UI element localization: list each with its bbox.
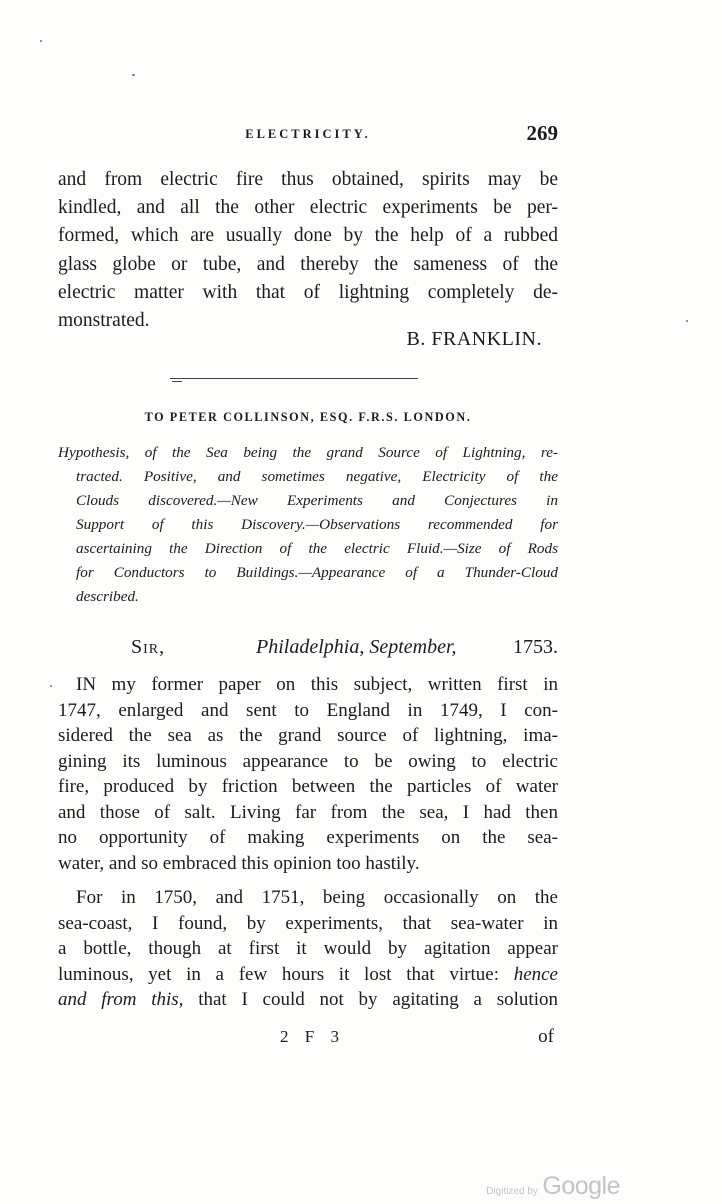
abstract-line: Hypothesis, of the Sea being the grand Source of Lightning, re- bbox=[58, 444, 558, 461]
letter-abstract bbox=[58, 441, 558, 609]
letter-paragraph-2 bbox=[58, 885, 558, 1013]
running-title: ELECTRICITY. bbox=[245, 127, 371, 141]
page-number: 269 bbox=[526, 121, 558, 145]
letter-addressee: TO PETER COLLINSON, ESQ. F.R.S. LONDON. bbox=[144, 410, 472, 424]
text-line: no opportunity of making experiments on the sea- bbox=[58, 827, 558, 848]
page-speck bbox=[132, 74, 135, 76]
salutation-greeting: Sir, bbox=[131, 636, 166, 658]
letter-paragraph-1 bbox=[58, 672, 558, 876]
abstract-line: described. bbox=[76, 588, 139, 605]
watermark-prefix: Digitized by bbox=[486, 1186, 538, 1197]
section-divider bbox=[170, 378, 418, 379]
text-line: For in 1750, and 1751, being occasionally on the bbox=[76, 887, 558, 908]
page-speck bbox=[686, 320, 688, 322]
section-divider bbox=[172, 381, 182, 382]
text-line: and those of salt. Living far from the sea, I had then bbox=[58, 801, 558, 823]
abstract-line: for Conductors to Buildings.—Appearance of a Thunder-Cloud bbox=[76, 564, 558, 581]
page-header bbox=[58, 121, 558, 151]
author-signature: B. FRANKLIN. bbox=[406, 328, 542, 350]
text-line: electric matter with that of lightning completely de- bbox=[58, 281, 558, 303]
digitization-watermark bbox=[486, 1172, 620, 1201]
text-line: monstrated. bbox=[58, 309, 150, 331]
text-line bbox=[58, 962, 558, 988]
printer-signature-mark: 2 F 3 bbox=[280, 1027, 345, 1046]
text-line: sidered the sea as the grand source of lightning, ima- bbox=[58, 725, 558, 746]
italic-run: hence bbox=[513, 963, 558, 985]
italic-run: and from this, bbox=[58, 989, 184, 1010]
abstract-line: Clouds discovered.—New Experiments and Conjectures in bbox=[76, 492, 558, 509]
abstract-line: ascertaining the Direction of the electric Fluid.—Size of Rods bbox=[76, 540, 558, 557]
text-line: kindled, and all the other electric experiments be per- bbox=[58, 197, 558, 219]
text-line: fire, produced by friction between the particles of water bbox=[58, 776, 558, 797]
text-line: glass globe or tube, and thereby the sameness of the bbox=[58, 253, 558, 275]
catchword: of bbox=[538, 1026, 554, 1047]
text-line: and from electric fire thus obtained, spirits may be bbox=[58, 169, 558, 190]
text-line: IN my former paper on this subject, written first in bbox=[76, 674, 558, 695]
page-speck bbox=[40, 40, 42, 42]
salutation-line bbox=[76, 636, 558, 666]
salutation-year: 1753. bbox=[513, 636, 558, 658]
text-line: formed, which are usually done by the help of a rubbed bbox=[58, 225, 558, 247]
text-line: a bottle, though at first it would by agitation appear bbox=[58, 938, 558, 959]
text-line bbox=[58, 987, 558, 1013]
abstract-line: tracted. Positive, and sometimes negative, Electricity of the bbox=[76, 468, 558, 485]
opening-paragraph bbox=[58, 166, 558, 335]
text-line: 1747, enlarged and sent to England in 1749, I con- bbox=[58, 699, 558, 721]
page-speck bbox=[50, 685, 52, 687]
watermark-brand: Google bbox=[542, 1172, 620, 1200]
abstract-line: Support of this Discovery.—Observations recommended for bbox=[76, 516, 558, 533]
text-run: luminous, yet in a few hours it lost that virtue: bbox=[58, 963, 499, 985]
text-line: water, and so embraced this opinion too hastily. bbox=[58, 852, 420, 874]
salutation-place-date: Philadelphia, September, bbox=[256, 636, 457, 658]
text-line: gining its luminous appearance to be owing to electric bbox=[58, 750, 558, 772]
text-run: that I could not by agitating a solution bbox=[198, 989, 558, 1010]
text-line: sea-coast, I found, by experiments, that sea-water in bbox=[58, 912, 558, 934]
